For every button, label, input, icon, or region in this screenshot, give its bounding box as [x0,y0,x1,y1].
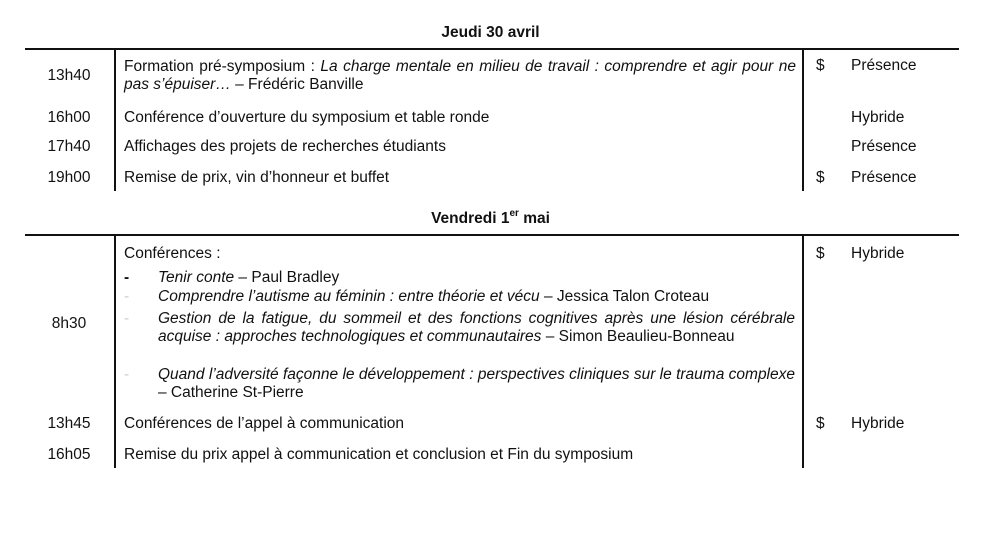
day2-time-divider [114,236,116,468]
day1-row1-time: 13h40 [47,67,91,84]
day1-row3-description: Affichages des projets de recherches étudiants [124,138,446,155]
talk2: Comprendre l’autisme au féminin : entre théorie et vécu – Jessica Talon Croteau [158,288,710,305]
day1-row4-mode: Présence [851,169,917,186]
day1-row3-mode: Présence [851,138,917,155]
day2-row1-heading: Conférences : [124,245,221,262]
day1-time-divider [114,50,116,191]
day2-row1-time: 8h30 [51,315,87,332]
day2-top-rule [25,234,959,236]
day2-row2-price: $ [816,415,825,432]
day1-top-rule [25,48,959,50]
day2-row2-time: 13h45 [47,415,91,432]
day1-row4-price: $ [816,169,825,186]
day1-row1-mode: Présence [851,57,917,74]
day2-row1-price: $ [816,245,825,262]
day2-row2-description: Conférences de l’appel à communication [124,415,405,432]
day1-row1-description: Formation pré-symposium : La charge mentale en milieu de travail : comprendre et agir pour ne pas s’épuiser… – Frédéric Banville [124,58,796,93]
talk1: Tenir conte – Paul Bradley [158,269,340,286]
day2-row3-description: Remise du prix appel à communication et conclusion et Fin du symposium [124,446,634,463]
talk3: Gestion de la fatigue, du sommeil et des fonctions cognitives après une lésion cérébrale acquise : approches technologiques et communautaires – Simon Beaulieu-Bonneau [158,310,795,345]
day2-row1-mode: Hybride [851,245,905,262]
day1-row1-price: $ [816,57,825,74]
day2-row3-time: 16h05 [47,446,91,463]
talk2-bullet: - [124,288,130,305]
day1-row3-time: 17h40 [47,138,91,155]
day1-row1-title: La charge mentale en milieu de travail : comprendre et agir pour ne pas s’épuiser… [124,58,796,93]
talk4-bullet: - [124,366,130,383]
talk4: Quand l’adversité façonne le développement : perspectives cliniques sur le trauma complexe – Catherine St-Pierre [158,366,795,401]
day2-price-divider [802,236,804,468]
day2-row2-mode: Hybride [851,415,905,432]
day1-title: Jeudi 30 avril [441,24,540,41]
day2-title: Vendredi 1er mai [431,208,550,227]
day1-row4-description: Remise de prix, vin d’honneur et buffet [124,169,390,186]
day1-row2-time: 16h00 [47,109,91,126]
talk3-bullet: - [124,310,130,327]
talk1-bullet: - [124,269,130,286]
day1-row2-mode: Hybride [851,109,905,126]
day1-row2-description: Conférence d’ouverture du symposium et table ronde [124,109,490,126]
day1-row4-time: 19h00 [47,169,91,186]
day1-price-divider [802,50,804,191]
